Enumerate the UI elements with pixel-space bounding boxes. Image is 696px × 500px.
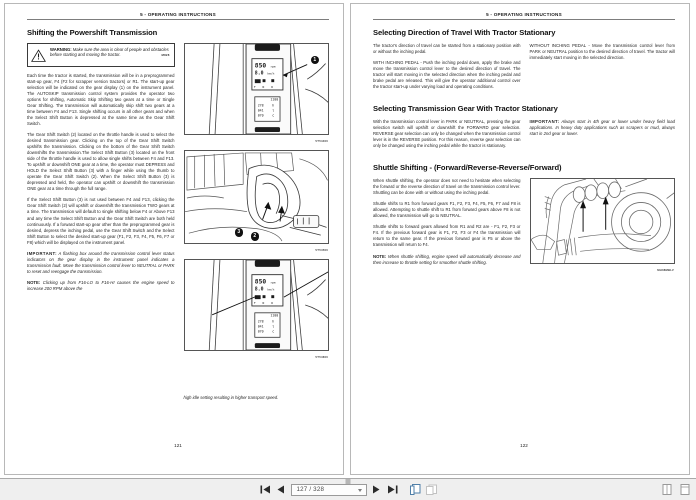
figure-caption: high idle setting resulting in higher transport speed. xyxy=(183,394,279,400)
note-label: NOTE: xyxy=(27,279,41,285)
important-body: Always start in 4th gear or lower under heavy field load applications. In heavy duty applications such as scrapers or mud, always start in 2nd gear or lower. xyxy=(529,118,675,136)
svg-text:N: N xyxy=(262,84,264,89)
note xyxy=(27,280,175,292)
figure-code: VT54500 xyxy=(315,247,328,252)
svg-text:h: h xyxy=(271,319,274,324)
paragraph: When shuttle shifting, the operator does not need to hesitate when selecting the forward or the reverse direction of travel on the transmission control lever. Shuttling can be done with or without using the inching pedal. xyxy=(373,178,521,196)
svg-text:8.0: 8.0 xyxy=(254,69,264,76)
left-page-column-2 xyxy=(184,43,330,401)
figure-callout-3: 3 xyxy=(235,228,244,237)
figure-code: VT54400 xyxy=(315,138,328,143)
important-note xyxy=(27,251,175,275)
svg-text:N: N xyxy=(262,300,264,305)
left-page-column-1 xyxy=(27,43,175,401)
figure-instrument-panel xyxy=(184,43,330,135)
section-heading-transmission-gear: Selecting Transmission Gear With Tractor Stationary xyxy=(373,103,558,113)
warning-box xyxy=(27,43,175,67)
svg-text:070: 070 xyxy=(257,328,264,333)
running-header-left: 5 - OPERATING INSTRUCTIONS xyxy=(27,12,329,20)
paragraph: Shuttle shifts to R1 from forward gears F1, F2, F3, F4, F5, F6, F7 and F8 is allowed. Attempting to shuttle shift to R1 from forward gears above F8 is not allowed, the transmission will go to NEUTRAL. xyxy=(373,201,521,219)
svg-text:l: l xyxy=(271,323,274,329)
previous-page-button[interactable] xyxy=(275,483,288,497)
svg-text:041: 041 xyxy=(257,107,264,113)
svg-text:F: F xyxy=(253,300,256,305)
page-right xyxy=(350,3,690,475)
page-layout-b-button[interactable] xyxy=(678,483,691,497)
figure-code: VT54600 xyxy=(315,354,328,359)
svg-text:F: F xyxy=(253,84,256,89)
warning-text xyxy=(50,47,170,59)
svg-text:041: 041 xyxy=(257,323,264,329)
figure-callout-1: 1 xyxy=(311,56,320,65)
paragraph: If the Select Shift Button (3) is not used between F4 and F13, clicking the Gear Shift Switch (2) will upshift or downshift the transmission TWO gears at a time. The transmission will default to single shifting below F4 or Above F13 and any time the Select Shift Button and the Gear Shift Switch are both held continuously. If a forward start-up gear other than the preprogrammed gear is desired, depress the inching pedal, use the Gear Shift Switch and the Select Shift Button to select the desired start-up gear (F1, F2, F3, F4, F5, F6, F7 or F8) which will be displayed on the instrument panel. xyxy=(27,197,175,245)
paragraph: WITHOUT INCHING PEDAL - Move the transmission control lever from PARK or NEUTRAL position to the desired direction of travel. The tractor will immediately start moving in the selected direction. xyxy=(529,42,675,60)
warning-triangle-icon xyxy=(31,49,46,63)
svg-text:R: R xyxy=(270,84,273,89)
important-label: IMPORTANT: xyxy=(27,250,57,256)
right-page-s3-column-1 xyxy=(373,178,521,279)
page-number-value: 127 / 328 xyxy=(296,486,325,493)
figure-throttle-handle xyxy=(184,150,330,244)
svg-text:rpm: rpm xyxy=(269,279,276,284)
paragraph: With the transmission control lever in PARK or NEUTRAL, pressing the gear selection switch will upshift or downshift the FORWARD gear selection. REVERSE gear selection can only be changed when the transmission control lever is in the REVERSE position. For this reason, reverse gear selection can only be changed using the inching pedal while the tractor is stationary. xyxy=(373,118,521,149)
important-note xyxy=(530,119,676,137)
right-page-s2-column-2 xyxy=(530,119,676,154)
page-layout-a-button[interactable] xyxy=(660,483,673,497)
important-body: A flashing box around the transmission control lever status indicators on the gear display in the instrument panel indicates a transmission fault. Move the transmission control lever to NEUTRAL or PARK to reset and reengage the transmission. xyxy=(27,250,175,274)
svg-text:850: 850 xyxy=(254,61,266,69)
first-page-button[interactable] xyxy=(259,483,272,497)
facing-pages-view-button[interactable] xyxy=(425,483,438,497)
single-page-view-button[interactable] xyxy=(409,483,422,497)
figure-callout-2: 2 xyxy=(251,232,260,241)
svg-text:km/h: km/h xyxy=(266,286,274,291)
page-left xyxy=(4,3,344,475)
svg-text:1100: 1100 xyxy=(269,97,278,102)
page-number-input[interactable] xyxy=(291,484,367,496)
svg-text:8.0: 8.0 xyxy=(254,285,264,292)
svg-text:rpm: rpm xyxy=(269,63,276,68)
paragraph: The Gear Shift Switch (2) located on the throttle handle is used to select the desired transmission gear. Clicking on the top of the Gear Shift Switch upshifts the transmission. Clicking on the bottom of the Gear Shift Switch downshifts the transmission.The Select Shift Button (3) located on the front side of the throttle handle is used to allow single shifts between F4 and F13. To upshift or downshift ONE gear at a time, the operator must DEPRESS and HOLD the Select Shift Button (3) with a finger while using the thumb to operate the Gear Shift Switch (2). When the Select Shift Button (3) is depressed and held, the operator can upshift or downshift the transmission ONE gear at a time through the full range. xyxy=(27,131,175,192)
paragraph: WITH INCHING PEDAL - Push the inching pedal down, apply the brake and move the transmission control lever to the desired direction of travel. The tractor will start moving in the selected direction when the inching pedal and brake pedal are released. This will give the operator additional control over the tractor start-up under varying load and operating conditions. xyxy=(373,59,521,89)
warning-body: Make sure the area is clear of people and obstacles before starting and moving the tractor. xyxy=(50,46,169,58)
svg-text:1100: 1100 xyxy=(269,313,278,318)
section-heading-shuttle-shifting: Shuttle Shifting - (Forward/Reverse-Reverse/Forward) xyxy=(373,163,562,173)
page-number-left: 121 xyxy=(174,443,182,448)
figure-transmission-lever xyxy=(530,178,676,264)
warning-code: M828 xyxy=(161,52,170,57)
note xyxy=(373,254,521,266)
important-label: IMPORTANT: xyxy=(529,118,560,124)
svg-text:l: l xyxy=(271,107,274,113)
page-number-right: 122 xyxy=(520,443,528,448)
paragraph: The tractor's direction of travel can be started from a stationary position with or without the inching pedal. xyxy=(373,42,521,54)
svg-text:278: 278 xyxy=(257,103,264,108)
note-body: When shuttle shifting, engine speed will automatically decrease and then increase to throttle setting for smoother shuttle shifting. xyxy=(373,253,521,265)
next-page-button[interactable] xyxy=(370,483,383,497)
chevron-down-icon[interactable] xyxy=(358,489,362,492)
section-heading-direction-of-travel: Selecting Direction of Travel With Tractor Stationary xyxy=(373,27,556,37)
warning-label: WARNING: xyxy=(50,46,72,52)
svg-text:278: 278 xyxy=(257,319,264,324)
svg-text:850: 850 xyxy=(254,277,266,285)
figure-gear-display-detail xyxy=(184,259,330,351)
svg-text:c: c xyxy=(271,112,274,117)
svg-text:h: h xyxy=(271,103,274,108)
last-page-button[interactable] xyxy=(386,483,399,497)
svg-text:070: 070 xyxy=(257,112,264,117)
right-page-s2-column-1 xyxy=(373,119,521,154)
paragraph: Shuttle shifts to forward gears allowed from R1 and R2 are - F1, F2, F3 or F4. If the previous forward gear is F1, F2, F3 or F4 the transmission will return to the same gear. If the previous forward gear is F5 or above the transmission will return to F4. xyxy=(373,224,521,248)
svg-text:R: R xyxy=(270,300,273,305)
viewer-toolbar[interactable] xyxy=(0,478,696,500)
right-page-s3-column-2 xyxy=(530,178,676,279)
right-page-s1-column-2 xyxy=(530,43,676,95)
running-header-right: 5 - OPERATING INSTRUCTIONS xyxy=(373,12,675,20)
figure-code: MH08MBLV xyxy=(657,268,674,273)
note-body: Clicking up from F16-LO to F16-HI causes the engine speed to increase 200 RPM above the xyxy=(27,279,175,291)
note-label: NOTE: xyxy=(373,253,387,259)
toolbar-right-group[interactable] xyxy=(660,479,691,500)
svg-text:c: c xyxy=(271,328,274,333)
right-page-s1-column-1 xyxy=(373,43,521,95)
page-title-left: Shifting the Powershift Transmission xyxy=(27,27,158,37)
paragraph: Each time the tractor is started, the transmission will be in a preprogrammed start-up gear, F4 (F2 for scrapper version tractors) or R1. The start-up gear selection will be indicated on the gear display (1) on the instrument panel. The AUTOSKIP transmission control system provides the operator two options for shifting, Automatic Skip Shifting two gears at a time or Single Gear Shifting. The transmission will automatically skip shift two gears at a time between F4 and F13. Single shifting occurs in all other gears and when the Select Shift Button is depressed at the same time as the Gear Shift Switch. xyxy=(27,72,175,126)
svg-text:km/h: km/h xyxy=(266,70,274,75)
